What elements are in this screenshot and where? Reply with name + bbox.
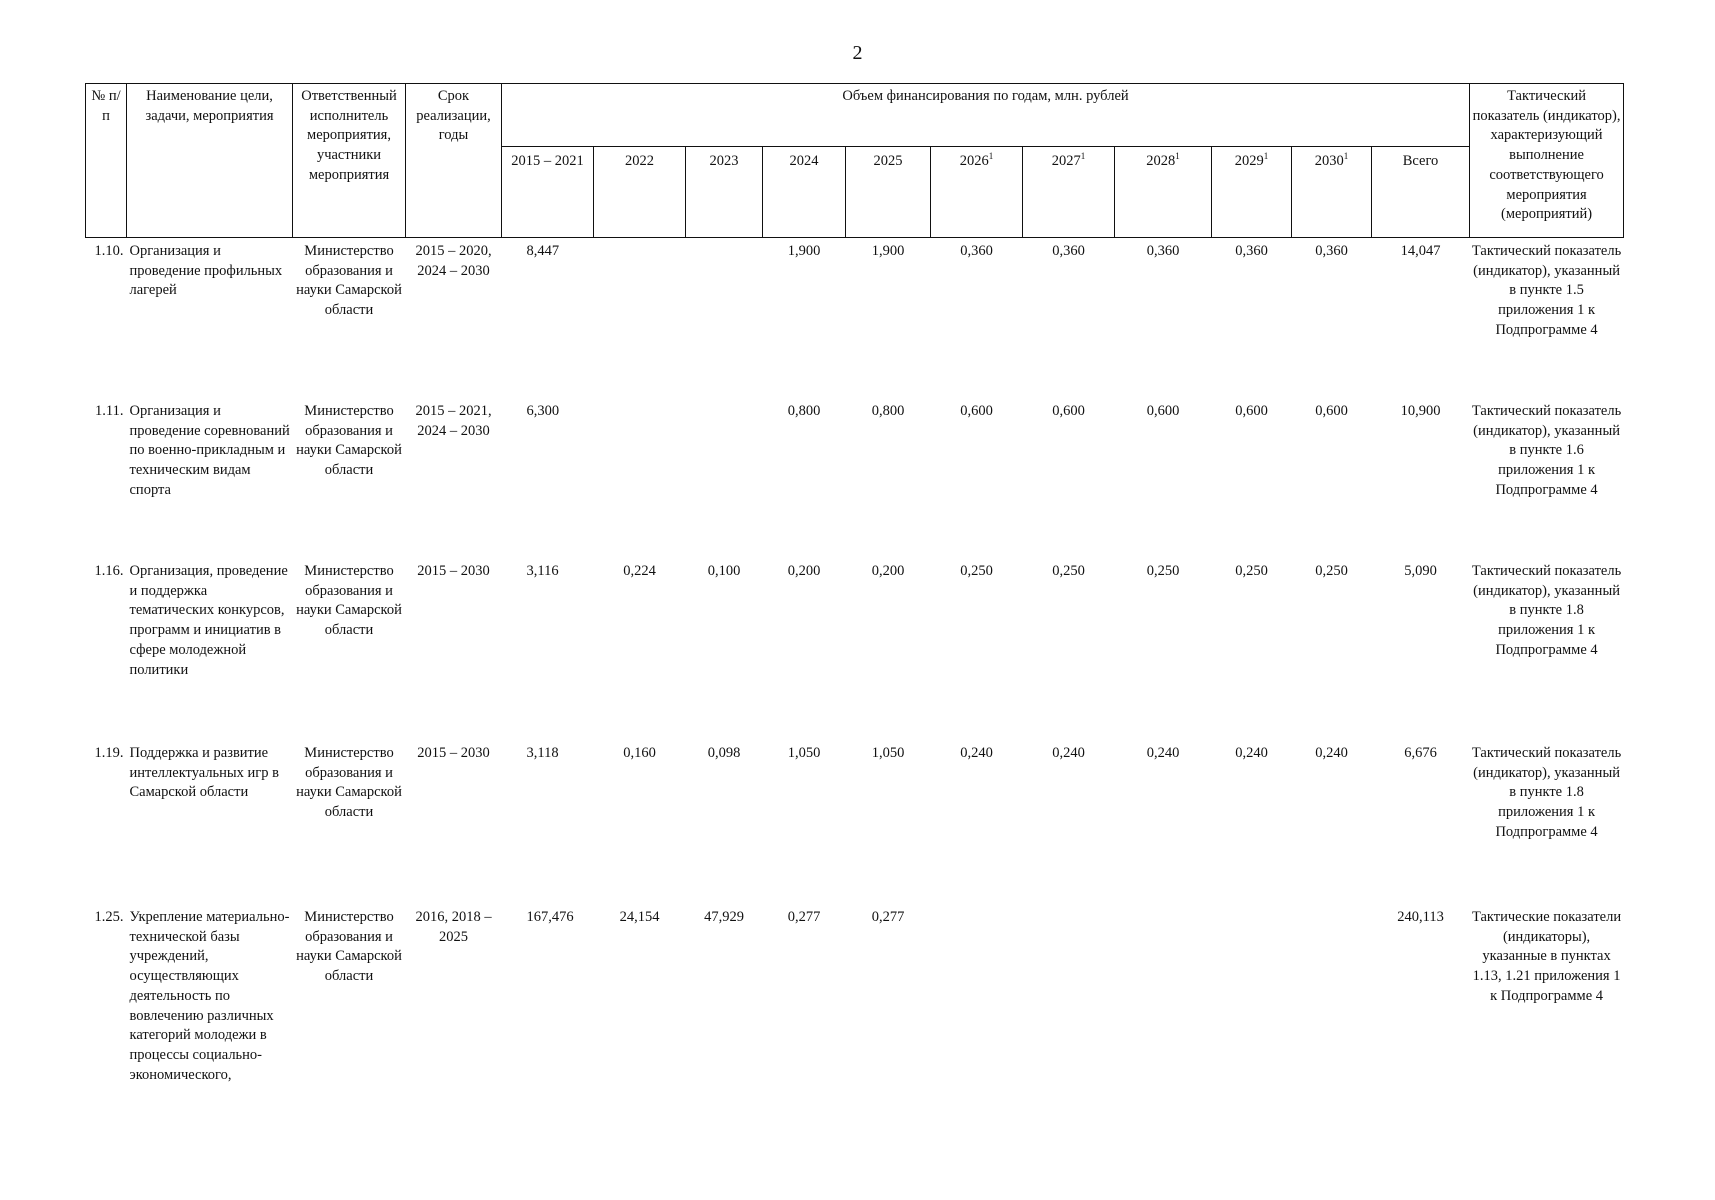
header-name: Наименование цели, задачи, мероприятия <box>127 84 293 238</box>
table-row <box>86 238 1624 399</box>
funding-value <box>594 238 686 399</box>
funding-table <box>85 83 1624 1123</box>
header-indicator: Тактический показатель (индикатор), характеризующий выполнение соответствующего мероприятия (мероприятий) <box>1470 84 1624 238</box>
row-number: 1.10. <box>94 243 124 259</box>
funding-value: 1,900 <box>787 243 821 259</box>
funding-value: 0,240 <box>1146 745 1180 761</box>
funding-value: 0,600 <box>1315 403 1348 419</box>
row-number: 1.16. <box>94 563 124 579</box>
executor: Министерство образования и науки Самарской области <box>296 243 402 319</box>
year-header: 2023 <box>686 147 763 238</box>
activity-name: Укрепление материально-технической базы учреждений, осуществляющих деятельность по вовлечению различных категорий молодежи в процессы социально-экономического, <box>129 909 290 1083</box>
period: 2015 – 2020, 2024 – 2030 <box>415 243 492 279</box>
year-header: 2030$^1$ <box>1292 147 1372 238</box>
executor: Министерство образования и науки Самарской области <box>296 563 402 639</box>
funding-value: 24,154 <box>619 909 660 925</box>
year-header: 2027$^1$ <box>1023 147 1115 238</box>
row-number: 1.19. <box>94 745 124 761</box>
table-row <box>86 740 1624 904</box>
funding-value <box>686 398 763 558</box>
funding-value <box>931 904 1023 1123</box>
period: 2015 – 2030 <box>417 745 490 761</box>
year-header: 2022 <box>594 147 686 238</box>
year-header: 2025 <box>846 147 931 238</box>
funding-value: 0,360 <box>1052 243 1085 259</box>
funding-total: 6,676 <box>1404 745 1437 761</box>
funding-value: 47,929 <box>704 909 744 925</box>
activity-name: Поддержка и развитие интеллектуальных игр в Самарской области <box>129 745 279 801</box>
period: 2015 – 2030 <box>417 563 490 579</box>
funding-value: 0,600 <box>1052 403 1085 419</box>
funding-value: 0,240 <box>1235 745 1268 761</box>
page-number: 2 <box>852 42 863 64</box>
funding-total: 240,113 <box>1397 909 1444 925</box>
funding-value <box>1115 904 1212 1123</box>
year-header-total: Всего <box>1372 147 1470 238</box>
funding-value <box>686 238 763 399</box>
funding-value <box>594 398 686 558</box>
funding-total: 10,900 <box>1400 403 1441 419</box>
funding-value <box>1023 904 1115 1123</box>
funding-value: 0,250 <box>1315 563 1348 579</box>
year-header: 2015 – 2021 <box>502 147 594 238</box>
funding-value <box>1292 904 1372 1123</box>
year-header: 2028$^1$ <box>1115 147 1212 238</box>
funding-value: 0,600 <box>1235 403 1268 419</box>
funding-value: 0,600 <box>960 403 993 419</box>
funding-value: 0,250 <box>1146 563 1180 579</box>
year-header: 2026$^1$ <box>931 147 1023 238</box>
header-funding: Объем финансирования по годам, млн. рублей <box>502 84 1470 147</box>
funding-value: 0,360 <box>1315 243 1348 259</box>
funding-value: 0,360 <box>960 243 993 259</box>
table-row <box>86 398 1624 558</box>
row-number: 1.25. <box>94 909 124 925</box>
header-period: Срок реализации, годы <box>406 84 502 238</box>
executor: Министерство образования и науки Самарской области <box>296 909 402 985</box>
funding-value: 0,240 <box>960 745 993 761</box>
funding-value: 1,050 <box>871 745 905 761</box>
activity-name: Организация и проведение профильных лагерей <box>129 243 283 299</box>
funding-value: 167,476 <box>526 909 574 925</box>
activity-name: Организация и проведение соревнований по военно-прикладным и техническим видам спорта <box>129 403 290 498</box>
funding-value <box>1212 904 1292 1123</box>
funding-value: 0,277 <box>787 909 821 925</box>
funding-total: 5,090 <box>1404 563 1437 579</box>
indicator: Тактический показатель (индикатор), указанный в пункте 1.8 приложения 1 к Подпрограмме 4 <box>1471 563 1622 658</box>
funding-value: 3,118 <box>526 745 559 761</box>
funding-value: 6,300 <box>526 403 560 419</box>
funding-value: 8,447 <box>526 243 560 259</box>
funding-value: 0,250 <box>1235 563 1268 579</box>
funding-value: 0,160 <box>623 745 656 761</box>
year-header: 2024 <box>763 147 846 238</box>
period: 2015 – 2021, 2024 – 2030 <box>415 403 492 439</box>
period: 2016, 2018 – 2025 <box>415 909 492 945</box>
funding-value: 0,360 <box>1235 243 1268 259</box>
executor: Министерство образования и науки Самарской области <box>296 745 402 821</box>
funding-value: 0,250 <box>1052 563 1085 579</box>
funding-value: 0,250 <box>960 563 993 579</box>
funding-value: 3,116 <box>526 563 559 579</box>
year-header: 2029$^1$ <box>1212 147 1292 238</box>
funding-total: 14,047 <box>1400 243 1441 259</box>
header-executor: Ответственный исполнитель мероприятия, участники мероприятия <box>293 84 406 238</box>
header-num: № п/п <box>86 84 127 238</box>
funding-value: 0,360 <box>1146 243 1180 259</box>
funding-value: 0,098 <box>707 745 741 761</box>
funding-value: 0,200 <box>871 563 905 579</box>
funding-value: 1,900 <box>871 243 905 259</box>
funding-value: 0,240 <box>1052 745 1085 761</box>
indicator: Тактический показатель (индикатор), указанный в пункте 1.6 приложения 1 к Подпрограмме 4 <box>1471 403 1622 498</box>
funding-value: 0,224 <box>623 563 656 579</box>
funding-value: 1,050 <box>787 745 821 761</box>
table-row <box>86 904 1624 1123</box>
funding-value: 0,277 <box>871 909 905 925</box>
indicator: Тактические показатели (индикаторы), указанные в пунктах 1.13, 1.21 приложения 1 к Подпрограмме 4 <box>1472 909 1622 1004</box>
executor: Министерство образования и науки Самарской области <box>296 403 402 479</box>
indicator: Тактический показатель (индикатор), указанный в пункте 1.8 приложения 1 к Подпрограмме 4 <box>1471 745 1622 840</box>
funding-value: 0,600 <box>1146 403 1180 419</box>
funding-value: 0,800 <box>787 403 821 419</box>
activity-name: Организация, проведение и поддержка тематических конкурсов, программ и инициатив в сфере молодежной политики <box>129 563 288 678</box>
funding-value: 0,200 <box>787 563 821 579</box>
indicator: Тактический показатель (индикатор), указанный в пункте 1.5 приложения 1 к Подпрограмме 4 <box>1471 243 1622 338</box>
table-row <box>86 558 1624 740</box>
funding-value: 0,240 <box>1315 745 1348 761</box>
funding-value: 0,800 <box>871 403 905 419</box>
funding-value: 0,100 <box>707 563 741 579</box>
row-number: 1.11. <box>95 403 124 419</box>
